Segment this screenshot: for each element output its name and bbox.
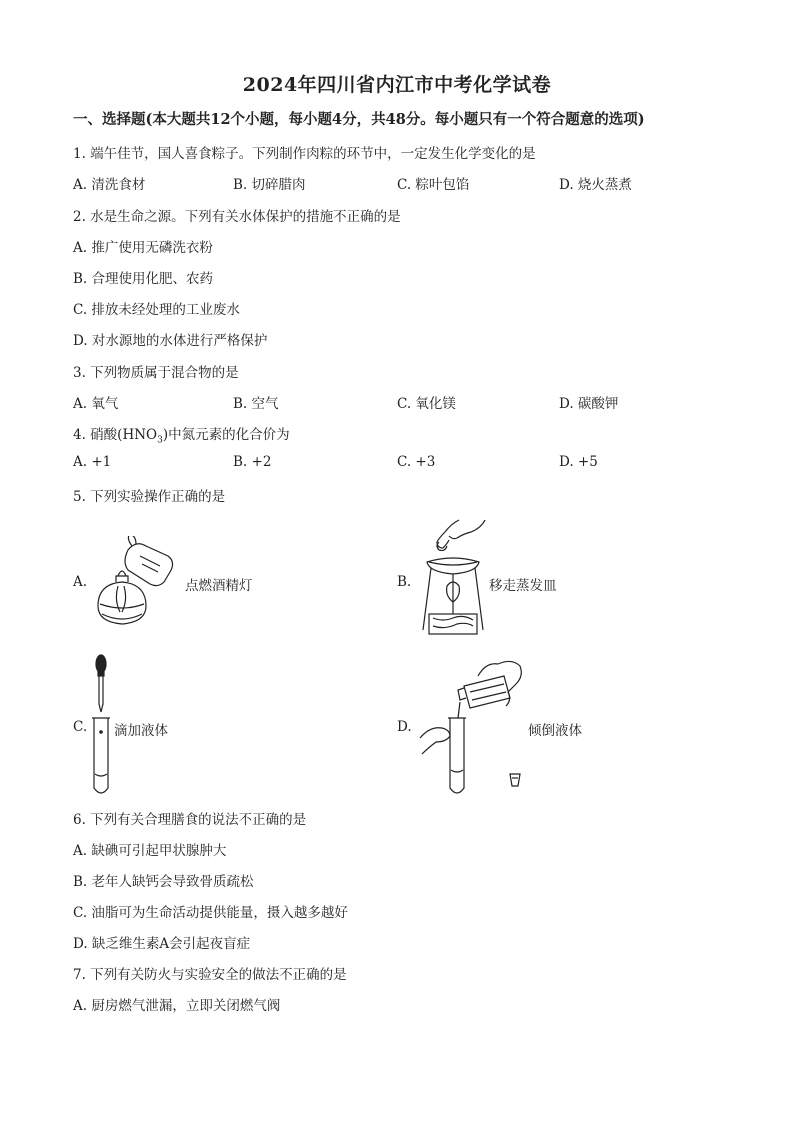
- q6-option-c: C. 油脂可为生命活动提供能量，摄入越多越好: [73, 905, 348, 921]
- q5-option-c-label: 滴加液体: [114, 723, 168, 739]
- q6-option-d: D. 缺乏维生素A会引起夜盲症: [73, 936, 251, 952]
- q2-option-c: C. 排放未经处理的工业废水: [73, 302, 240, 318]
- q5-option-d-label: 倾倒液体: [528, 723, 582, 739]
- pouring-liquid-figure: [418, 658, 528, 796]
- question-5-stem: 5. 下列实验操作正确的是: [73, 489, 226, 505]
- dropper-test-tube-figure: [86, 654, 116, 800]
- question-2-stem: 2. 水是生命之源。下列有关水体保护的措施不正确的是: [73, 209, 401, 225]
- q5-option-b-letter: B.: [397, 574, 412, 590]
- q3-option-b: B. 空气: [233, 396, 279, 412]
- question-3-stem: 3. 下列物质属于混合物的是: [73, 365, 239, 381]
- q4-option-a: A. +1: [73, 454, 112, 470]
- question-1-stem: 1. 端午佳节，国人喜食粽子。下列制作肉粽的环节中，一定发生化学变化的是: [73, 146, 536, 162]
- q3-option-d: D. 碳酸钾: [559, 396, 619, 412]
- q7-option-a: A. 厨房燃气泄漏，立即关闭燃气阀: [73, 998, 281, 1014]
- page-title: 2024年四川省内江市中考化学试卷: [242, 74, 552, 96]
- q5-option-d-letter: D.: [397, 719, 412, 735]
- q4-option-d: D. +5: [559, 454, 598, 470]
- q1-option-a: A. 清洗食材: [73, 177, 146, 193]
- question-6-stem: 6. 下列有关合理膳食的说法不正确的是: [73, 812, 307, 828]
- q5-option-c-letter: C.: [73, 719, 88, 735]
- q1-option-c: C. 粽叶包馅: [397, 177, 470, 193]
- q2-option-b: B. 合理使用化肥、农药: [73, 271, 214, 287]
- q1-option-b: B. 切碎腊肉: [233, 177, 306, 193]
- q5-option-a-label: 点燃酒精灯: [185, 578, 253, 594]
- q2-option-a: A. 推广使用无磷洗衣粉: [73, 240, 213, 256]
- q2-option-d: D. 对水源地的水体进行严格保护: [73, 333, 268, 349]
- q6-option-a: A. 缺碘可引起甲状腺肿大: [73, 843, 227, 859]
- q5-option-a-letter: A.: [73, 574, 88, 590]
- alcohol-lamp-figure: [88, 536, 188, 632]
- q5-option-b-label: 移走蒸发皿: [489, 578, 557, 594]
- q3-option-a: A. 氧气: [73, 396, 119, 412]
- evaporating-dish-figure: [413, 518, 493, 642]
- q4-option-b: B. +2: [233, 454, 272, 470]
- section-heading: 一、选择题(本大题共12个小题，每小题4分，共48分。每小题只有一个符合题意的选项): [73, 111, 645, 128]
- q1-option-d: D. 烧火蒸煮: [559, 177, 632, 193]
- q3-option-c: C. 氧化镁: [397, 396, 456, 412]
- q4-option-c: C. +3: [397, 454, 436, 470]
- question-7-stem: 7. 下列有关防火与实验安全的做法不正确的是: [73, 967, 347, 983]
- question-4-stem: 4. 硝酸$(HNO_3)$中氮元素的化合价为: [73, 427, 290, 446]
- q6-option-b: B. 老年人缺钙会导致骨质疏松: [73, 874, 254, 890]
